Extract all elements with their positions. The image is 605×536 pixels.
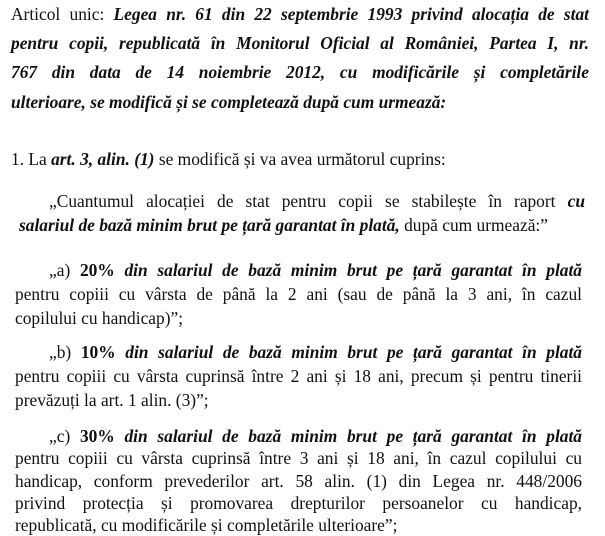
item-a-line-3: copilului cu handicap)”;: [15, 308, 184, 328]
point-1-suffix: se modifică și va avea următorul cuprins:: [158, 149, 446, 169]
law-title-line-4: ulterioare, se modifică și se completează după cum urmează:: [11, 91, 447, 112]
item-a-label: „a): [49, 260, 71, 280]
point-1-prefix: 1. La: [11, 149, 47, 169]
item-c: [15, 425, 582, 536]
item-c-label: „c): [49, 426, 71, 446]
item-c-percent: 30%: [79, 426, 115, 446]
item-a-percent: 20%: [79, 260, 115, 280]
item-c-title: din salariul de bază minim brut pe țară garantat în plată: [124, 426, 582, 446]
intro-line-2-emph: salariul de bază minim brut pe țară garantat în plată,: [19, 215, 400, 235]
item-b-percent: 10%: [80, 342, 116, 362]
law-title-line-2: pentru copii, republicată în Monitorul Oficial al României, Partea I, nr.: [11, 33, 589, 54]
intro-paragraph: [19, 189, 585, 237]
law-title-line-3: 767 din data de 14 noiembrie 2012, cu modificările și completările: [11, 62, 589, 83]
item-b-label: „b): [49, 342, 72, 362]
item-b: [15, 340, 583, 412]
item-b-title: din salariul de bază minim brut pe țară garantat în plată: [125, 342, 583, 362]
item-c-line-4: privind protecția și promovarea drepturilor persoanelor cu handicap,: [15, 492, 582, 513]
point-1-ref: art. 3, alin. (1): [51, 149, 155, 169]
law-title-line-1: Legea nr. 61 din 22 septembrie 1993 privind alocația de stat: [113, 4, 589, 24]
intro-line-1: „Cuantumul alocației de stat pentru copii se stabilește în raport: [49, 191, 556, 211]
item-a-line-2: pentru copiii cu vârsta de până la 2 ani (sau de până la 3 ani, în cazul: [15, 284, 582, 304]
item-b-line-3: prevăzuți la art. 1 alin. (3)”;: [15, 390, 209, 410]
point-1: [11, 145, 589, 174]
intro-line-1-emph: cu: [567, 191, 585, 211]
article-lead: Articol unic:: [11, 4, 105, 24]
intro-line-2: după cum urmează:”: [404, 215, 548, 235]
item-c-line-5: republicată, cu modificările și completările ulterioare”;: [15, 515, 398, 536]
item-c-line-3: handicap, conform prevederilor art. 58 alin. (1) din Legea nr. 448/2006: [15, 470, 582, 491]
item-a: [15, 258, 582, 330]
item-b-line-2: pentru copiii cu vârsta cuprinsă între 2 ani și 18 ani, precum și pentru tinerii: [15, 366, 582, 386]
item-a-title: din salariul de bază minim brut pe țară garantat în plată: [124, 260, 582, 280]
item-c-line-2: pentru copiii cu vârsta cuprinsă între 3 ani și 18 ani, în cazul copilului cu: [15, 448, 582, 469]
article-header: [11, 0, 589, 117]
